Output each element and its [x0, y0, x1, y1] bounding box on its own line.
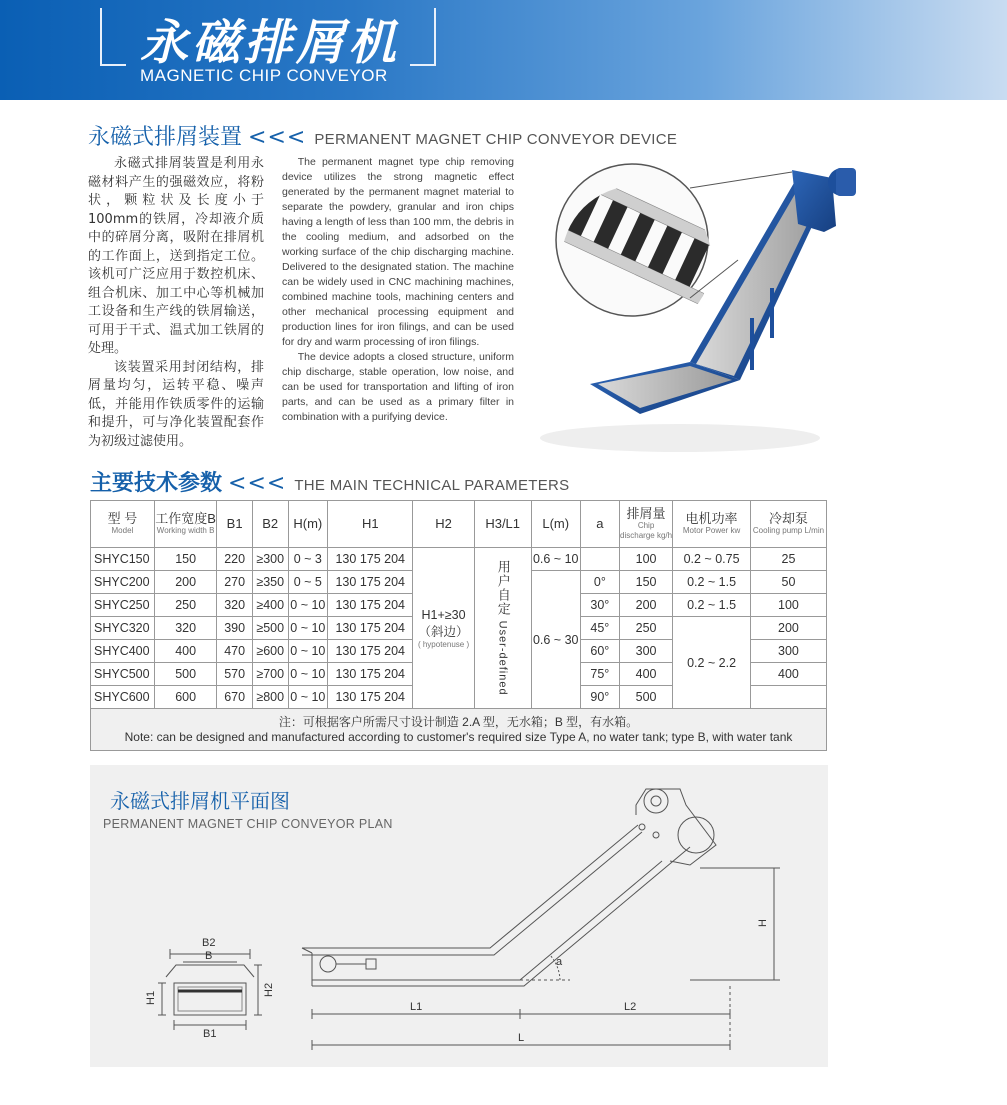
cell-model: SHYC400: [91, 640, 155, 663]
label-b: B: [205, 950, 213, 962]
cell-power: 0.2 ~ 1.5: [673, 594, 751, 617]
cell-h: 0 ~ 10: [288, 663, 328, 686]
label-l: L: [518, 1032, 525, 1044]
cell-discharge: 100: [619, 548, 672, 571]
cell-discharge: 250: [619, 617, 672, 640]
cell-angle: 30°: [580, 594, 619, 617]
cell-b2: ≥700: [252, 663, 288, 686]
cell-h: 0 ~ 10: [288, 686, 328, 709]
label-h2: H2: [263, 982, 275, 997]
col-header-model: 型 号 Model: [91, 501, 155, 548]
h3-user-defined: 用户自定 User-defined: [495, 560, 511, 696]
cell-angle: 60°: [580, 640, 619, 663]
h2-formula: H1+≥30: [421, 607, 466, 622]
label-h1: H1: [145, 990, 157, 1005]
cell-width: 400: [154, 640, 217, 663]
cell-model: SHYC200: [91, 571, 155, 594]
cell-discharge: 150: [619, 571, 672, 594]
cell-h1: 130 175 204: [328, 663, 413, 686]
cell-width: 250: [154, 594, 217, 617]
cell-discharge: 400: [619, 663, 672, 686]
cell-h: 0 ~ 10: [288, 594, 328, 617]
col-header-b1: B1: [217, 501, 252, 548]
cell-angle: 90°: [580, 686, 619, 709]
col-header-h3l1: H3/L1: [474, 501, 531, 548]
cell-model: SHYC250: [91, 594, 155, 617]
intro-en-paragraph-2: The device adopts a closed structure, uniform chip discharge, stable operation, low noise, and can be used for transportation and lifting of iron parts, and can be used as a primary filter in combination with a purifying device.: [282, 351, 514, 423]
cell-power: 0.2 ~ 0.75: [673, 548, 751, 571]
section-title-en: PERMANENT MAGNET CHIP CONVEYOR DEVICE: [314, 131, 678, 148]
cell-pump: 25: [750, 548, 826, 571]
label-h: H: [757, 919, 769, 927]
cell-pump: 200: [750, 617, 826, 640]
cell-pump: [750, 686, 826, 709]
cell-h1: 130 175 204: [328, 686, 413, 709]
col-header-width: 工作宽度B Working width B: [154, 501, 217, 548]
section-heading-parameters: [90, 466, 569, 497]
note-en: Note: can be designed and manufactured according to customer's required size Type A, no water tank; type B, with water tank: [124, 729, 793, 744]
cell-b2: ≥600: [252, 640, 288, 663]
cell-b1: 390: [217, 617, 252, 640]
cell-b2: ≥500: [252, 617, 288, 640]
cell-width: 320: [154, 617, 217, 640]
label-a: a: [556, 956, 563, 968]
col-header-h2: H2: [413, 501, 474, 548]
plan-diagram-svg: [90, 765, 828, 1067]
cell-h1: 130 175 204: [328, 548, 413, 571]
plan-drawing: [90, 765, 828, 1067]
cell-b2: ≥400: [252, 594, 288, 617]
cell-h: 0 ~ 10: [288, 617, 328, 640]
header-title-en: MAGNETIC CHIP CONVEYOR: [140, 66, 388, 85]
cell-pump: 300: [750, 640, 826, 663]
col-header-a: a: [580, 501, 619, 548]
h2-hypotenuse-en: ( hypotenuse ): [417, 639, 470, 649]
cell-h: 0 ~ 10: [288, 640, 328, 663]
cell-model: SHYC500: [91, 663, 155, 686]
table-note: [91, 709, 827, 751]
label-b2: B2: [202, 937, 216, 949]
cell-b2: ≥350: [252, 571, 288, 594]
section-title-cn: 永磁式排屑装置: [88, 125, 243, 150]
cell-b1: 670: [217, 686, 252, 709]
col-header-h1: H1: [328, 501, 413, 548]
cell-width: 600: [154, 686, 217, 709]
plan-title-en: PERMANENT MAGNET CHIP CONVEYOR PLAN: [103, 817, 393, 831]
cell-l: 0.6 ~ 10: [531, 548, 580, 571]
cell-l-merged: 0.6 ~ 30: [531, 571, 580, 709]
col-header-discharge: 排屑量 Chip discharge kg/h: [619, 501, 672, 548]
intro-text-cn: [88, 155, 264, 451]
cell-h: 0 ~ 5: [288, 571, 328, 594]
cell-pump: 50: [750, 571, 826, 594]
col-header-b2: B2: [252, 501, 288, 548]
cell-b1: 570: [217, 663, 252, 686]
cell-width: 200: [154, 571, 217, 594]
cell-power: 0.2 ~ 1.5: [673, 571, 751, 594]
page-header: [0, 0, 1007, 100]
cell-angle: 75°: [580, 663, 619, 686]
cell-model: SHYC320: [91, 617, 155, 640]
label-b1: B1: [203, 1028, 217, 1040]
cell-discharge: 300: [619, 640, 672, 663]
side-view: [302, 789, 780, 1050]
h2-hypotenuse-cn: （斜边）: [418, 624, 469, 639]
cell-h3l1-merged: [474, 548, 531, 709]
col-header-h: H(m): [288, 501, 328, 548]
cell-b2: ≥300: [252, 548, 288, 571]
note-cn: 注：可根据客户所需尺寸设计制造 2.A 型，无水箱；B 型，有水箱。: [278, 714, 639, 729]
intro-cn-paragraph-2: 该装置采用封闭结构，排屑量均匀，运转平稳、噪声低，并能用作铁质零件的运输和提升，可与净化装置配套作为初级过滤使用。: [88, 359, 264, 449]
col-header-l: L(m): [531, 501, 580, 548]
intro-text-en: [282, 155, 514, 425]
col-header-power: 电机功率 Motor Power kw: [673, 501, 751, 548]
label-l2: L2: [624, 1001, 637, 1013]
table-row: [91, 548, 827, 571]
cell-pump: 100: [750, 594, 826, 617]
cell-h1: 130 175 204: [328, 640, 413, 663]
cell-h1: 130 175 204: [328, 594, 413, 617]
section-title-cn: 主要技术参数: [90, 471, 223, 496]
cell-angle: [580, 548, 619, 571]
cell-h2-merged: [413, 548, 474, 709]
label-l1: L1: [410, 1001, 423, 1013]
cell-b2: ≥800: [252, 686, 288, 709]
cell-h1: 130 175 204: [328, 617, 413, 640]
table-header-row: [91, 501, 827, 548]
cell-h1: 130 175 204: [328, 571, 413, 594]
product-photo: [540, 148, 880, 466]
header-bracket-right: [410, 8, 436, 66]
cell-angle: 0°: [580, 571, 619, 594]
cell-b1: 270: [217, 571, 252, 594]
table-note-row: [91, 709, 827, 751]
cell-b1: 320: [217, 594, 252, 617]
plan-title-cn: 永磁式排屑机平面图: [110, 789, 290, 813]
header-title-cn: 永磁排屑机: [140, 15, 401, 71]
cell-angle: 45°: [580, 617, 619, 640]
cell-width: 150: [154, 548, 217, 571]
intro-cn-paragraph-1: 永磁式排屑装置是利用永磁材料产生的强磁效应，将粉状，颗粒状及长度小于100mm的铁屑，冷却液介质中的碎屑分离，吸附在排屑机的工作面上，送到指定工位。该机可广泛应用于数控机床、组合机床、加工中心等机械加工设备和生产线的铁屑输送，可用于干式、温式加工铁屑的处理。: [88, 156, 264, 356]
cell-b1: 220: [217, 548, 252, 571]
cell-model: SHYC600: [91, 686, 155, 709]
section-title-en: THE MAIN TECHNICAL PARAMETERS: [294, 477, 570, 494]
col-header-pump: 冷却泵 Cooling pump L/min: [750, 501, 826, 548]
cell-discharge: 200: [619, 594, 672, 617]
section-arrows: <<<: [248, 125, 307, 150]
parameters-table: [90, 500, 827, 751]
intro-en-paragraph-1: The permanent magnet type chip removing device utilizes the strong magnetic effect generated by the permanent magnet material to separate the powdery, granular and iron chips having a length of less than 100 mm, the debris in the cooling medium, and adsorbed on the working surface of the chip discharging machine. Delivered to the designated station. The machine can be widely used in CNC machining machines, combined machine tools, machining centers and other mechanical processing equipment and production lines for iron filings, and can be used for dry and warm processing of iron filings.: [282, 156, 514, 348]
cell-width: 500: [154, 663, 217, 686]
cell-discharge: 500: [619, 686, 672, 709]
cell-h: 0 ~ 3: [288, 548, 328, 571]
cell-b1: 470: [217, 640, 252, 663]
cell-power-merged: 0.2 ~ 2.2: [673, 617, 751, 709]
cell-model: SHYC150: [91, 548, 155, 571]
section-heading-device: [88, 120, 677, 151]
cell-pump: 400: [750, 663, 826, 686]
section-arrows: <<<: [228, 471, 287, 496]
header-bracket-left: [100, 8, 126, 66]
